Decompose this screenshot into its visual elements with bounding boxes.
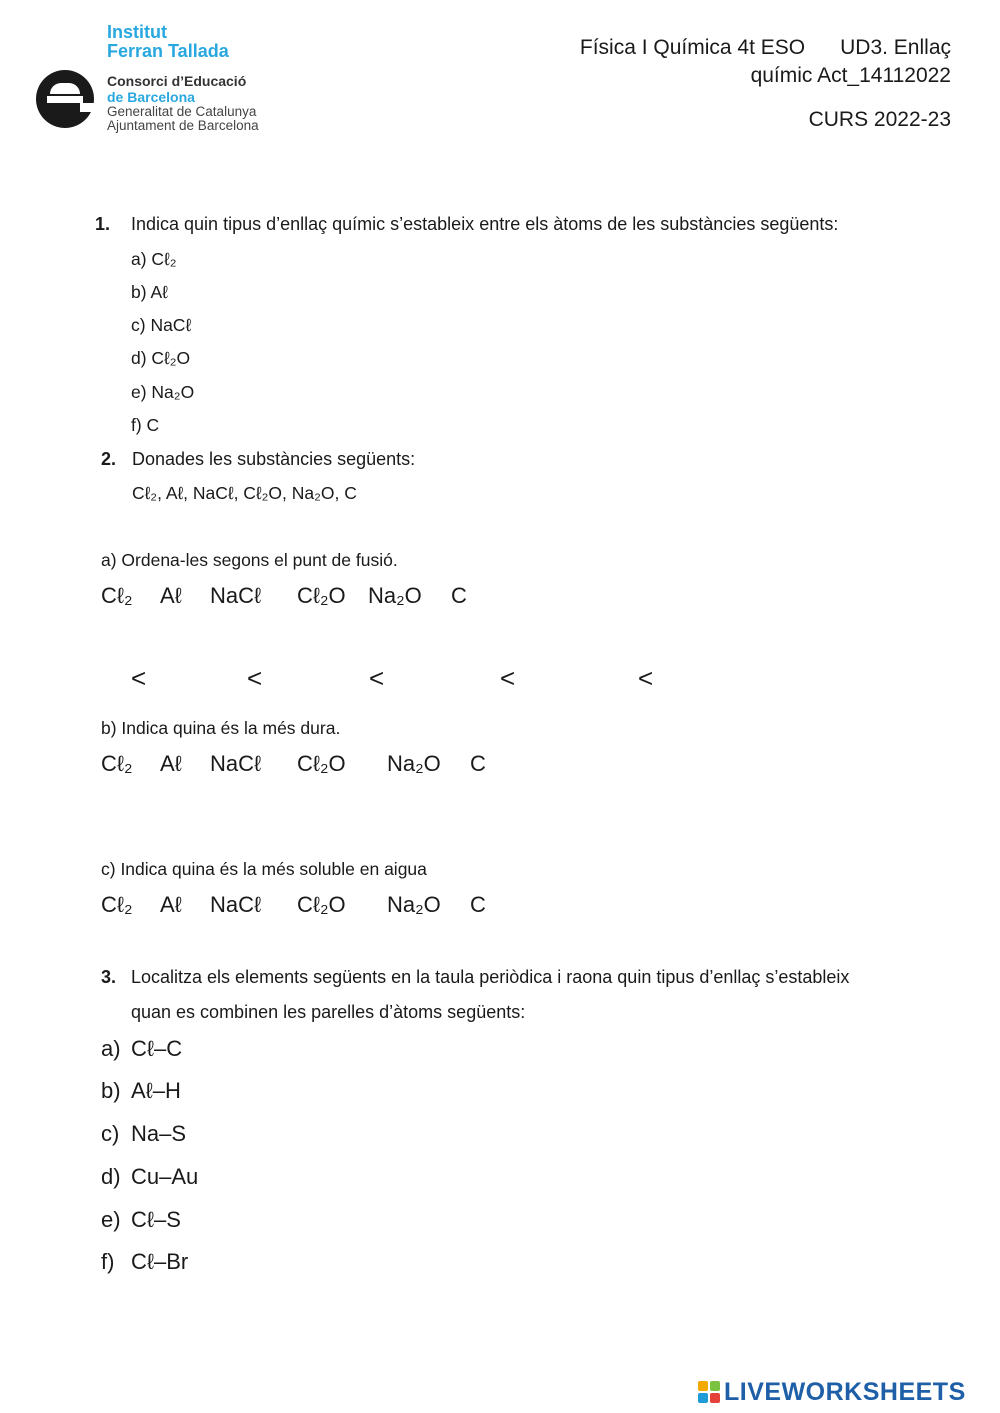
q3-item-label: e) xyxy=(101,1207,121,1232)
q1-item-c: c) NaCℓ xyxy=(131,315,192,335)
q2-number: 2. xyxy=(101,449,117,469)
q1-text: Indica quin tipus d’enllaç químic s’estableix entre els àtoms de les substàncies següents: xyxy=(131,214,839,234)
q3-item-pair: Cℓ–C xyxy=(131,1036,183,1061)
consorci-line1: Consorci d’Educació xyxy=(107,73,247,89)
q1-item-d: d) Cℓ₂O xyxy=(131,348,191,368)
ordering-slot-separator: < xyxy=(638,663,654,693)
q2c-substance: Cℓ₂O xyxy=(297,892,346,917)
q2b-label: b) Indica quina és la més dura. xyxy=(101,718,341,738)
q2a-substance: Cℓ₂O xyxy=(297,583,346,608)
q2b-substance: Cℓ₂ xyxy=(101,751,133,776)
q2a-substance: Cℓ₂ xyxy=(101,583,133,608)
ordering-slot-separator: < xyxy=(500,663,516,693)
q3-item-pair: Cℓ–Br xyxy=(131,1249,189,1274)
q2a-substance: Na₂O xyxy=(368,583,422,608)
q2b-substance: Na₂O xyxy=(387,751,441,776)
q2a-substance: C xyxy=(451,583,467,608)
q3-item-pair: Cu–Au xyxy=(131,1164,199,1189)
q2-text: Donades les substàncies següents: xyxy=(132,449,416,469)
q3-item-label: d) xyxy=(101,1164,121,1189)
q2c-substance: NaCℓ xyxy=(210,892,262,917)
q2a-substance: Aℓ xyxy=(160,583,182,608)
q3-item-label: b) xyxy=(101,1078,121,1103)
consorci-logo-icon xyxy=(36,70,94,128)
ordering-slot-separator: < xyxy=(247,663,263,693)
q1-number: 1. xyxy=(95,214,111,234)
q3-item-pair: Aℓ–H xyxy=(131,1078,181,1103)
q3-item-pair: Cℓ–S xyxy=(131,1207,181,1232)
q2c-label: c) Indica quina és la més soluble en aigua xyxy=(101,859,427,879)
q2b-substance: Aℓ xyxy=(160,751,182,776)
activity-title: químic Act_14112022 xyxy=(750,64,951,87)
school-name-line2: Ferran Tallada xyxy=(107,41,229,61)
subject-title: Física I Química 4t ESO UD3. Enllaç xyxy=(579,36,951,59)
q3-text-line1: Localitza els elements següents en la taula periòdica i raona quin tipus d’enllaç s’estableix xyxy=(131,967,850,987)
q2c-substance: Aℓ xyxy=(160,892,182,917)
q3-item-label: c) xyxy=(101,1121,120,1146)
q3-item-label: f) xyxy=(101,1249,115,1274)
consorci-line3: Generalitat de Catalunya xyxy=(107,104,257,119)
consorci-line2: de Barcelona xyxy=(107,89,195,105)
q3-text-line2: quan es combinen les parelles d’àtoms següents: xyxy=(131,1002,526,1022)
q3-item-pair: Na–S xyxy=(131,1121,187,1146)
q1-item-e: e) Na₂O xyxy=(131,382,195,402)
q2a-substance: NaCℓ xyxy=(210,583,262,608)
liveworksheets-watermark[interactable]: LIVEWORKSHEETS xyxy=(724,1378,966,1406)
q2c-substance: Na₂O xyxy=(387,892,441,917)
q2b-substance: C xyxy=(470,751,486,776)
ordering-slot-separator: < xyxy=(131,663,147,693)
ordering-slot-separator: < xyxy=(369,663,385,693)
q1-item-b: b) Aℓ xyxy=(131,282,168,302)
q1-item-a: a) Cℓ₂ xyxy=(131,249,177,269)
consorci-line4: Ajuntament de Barcelona xyxy=(107,118,259,133)
q2c-substance: C xyxy=(470,892,486,917)
q2b-substance: Cℓ₂O xyxy=(297,751,346,776)
school-name-line1: Institut xyxy=(107,22,167,42)
q2c-substance: Cℓ₂ xyxy=(101,892,133,917)
course-label: CURS 2022-23 xyxy=(808,108,951,131)
q2-substance-list: Cℓ₂, Aℓ, NaCℓ, Cℓ₂O, Na₂O, C xyxy=(132,483,357,503)
q2b-substance: NaCℓ xyxy=(210,751,262,776)
q3-number: 3. xyxy=(101,967,117,987)
q1-item-f: f) C xyxy=(131,415,160,435)
q3-item-label: a) xyxy=(101,1036,121,1061)
q2a-label: a) Ordena-les segons el punt de fusió. xyxy=(101,550,398,570)
liveworksheets-logo-icon xyxy=(698,1381,720,1403)
